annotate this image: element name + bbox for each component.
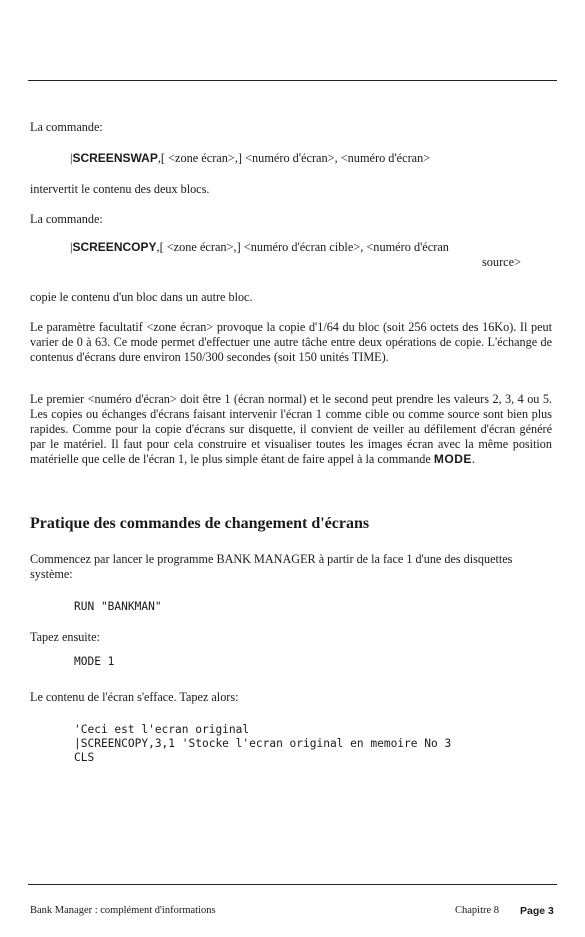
paragraph-numero-ecran-text: Le premier <numéro d'écran> doit être 1 (écran normal) et le second peut prendre les valeurs 2, 3, 4 ou 5. Les copies ou échanges d'écrans faisant intervenir l'écran 1 comme cible ou comme source sont bien plus rapides. Comme pour la copie d'écrans sur disquette, il convient de veiller au défilement d'écran généré par le matériel. Il faut pour cela construire et visualiser toutes les images écran avec la même position matérielle que celle de l'écran 1, le plus simple étant de faire appel à la commande [30, 392, 552, 466]
bottom-rule [28, 884, 557, 885]
paragraph-ecran-efface: Le contenu de l'écran s'efface. Tapez alors: [30, 690, 239, 704]
screenswap-syntax [70, 151, 430, 166]
paragraph-numero-ecran: Le premier <numéro d'écran> doit être 1 (écran normal) et le second peut prendre les valeurs 2, 3, 4 ou 5. Les copies ou échanges d'écrans faisant intervenir l'écran 1 comme cible ou comme source sont bien plus rapides. Comme pour la copie d'écrans sur disquette, il convient de veiller au défilement d'écran généré par le matériel. Il faut pour cela construire et visualiser toutes les images écran avec la même position matérielle que celle de l'écran 1, le plus simple étant de faire appel à la commande MODE. [30, 392, 552, 466]
section-heading: Pratique des commandes de changement d'écrans [30, 515, 370, 532]
screencopy-params: ,[ <zone écran>,] <numéro d'écran cible>, <numéro d'écran [156, 240, 449, 254]
intro-screenswap: La commande: [30, 120, 103, 134]
paragraph-zone-ecran: Le paramètre facultatif <zone écran> provoque la copie d'1/64 du bloc (soit 256 octets des 16Ko). Il peut varier de 0 à 63. Ce mode permet d'effectuer une autre tâche entre deux opérations de copie. L'échange de contenus d'écrans dure environ 150/300 secondes (soit 150 unités TIME). [30, 320, 552, 364]
screenswap-keyword: SCREENSWAP [72, 151, 158, 165]
mode-keyword: MODE [433, 452, 472, 466]
screencopy-description: copie le contenu d'un bloc dans un autre bloc. [30, 290, 253, 304]
footer-page-number: Page 3 [520, 905, 554, 917]
footer-title: Bank Manager : complément d'informations [30, 905, 216, 916]
screencopy-params-cont: source> [482, 255, 522, 269]
screenswap-description: intervertit le contenu des deux blocs. [30, 182, 210, 196]
code-line: |SCREENCOPY,3,1 'Stocke l'ecran original en memoire No 3 [74, 737, 452, 750]
bar-prefix-swap: | [70, 151, 73, 165]
screenswap-params: ,[ <zone écran>,] <numéro d'écran>, <numéro d'écran> [157, 151, 431, 165]
code-mode-1: MODE 1 [74, 655, 115, 668]
code-line: CLS [74, 751, 95, 764]
screencopy-keyword: SCREENCOPY [72, 240, 157, 254]
intro-screencopy: La commande: [30, 212, 103, 226]
footer-chapter: Chapitre 8 [455, 905, 500, 916]
top-rule [28, 80, 557, 81]
code-line: 'Ceci est l'ecran original [74, 723, 250, 736]
code-run-bankman: RUN "BANKMAN" [74, 600, 162, 613]
tapez-ensuite: Tapez ensuite: [30, 630, 100, 644]
bar-prefix-copy: | [70, 240, 73, 254]
screencopy-syntax [70, 240, 449, 255]
paragraph-bankmanager: Commencez par lancer le programme BANK MANAGER à partir de la face 1 d'une des disquettes système: [30, 552, 513, 581]
